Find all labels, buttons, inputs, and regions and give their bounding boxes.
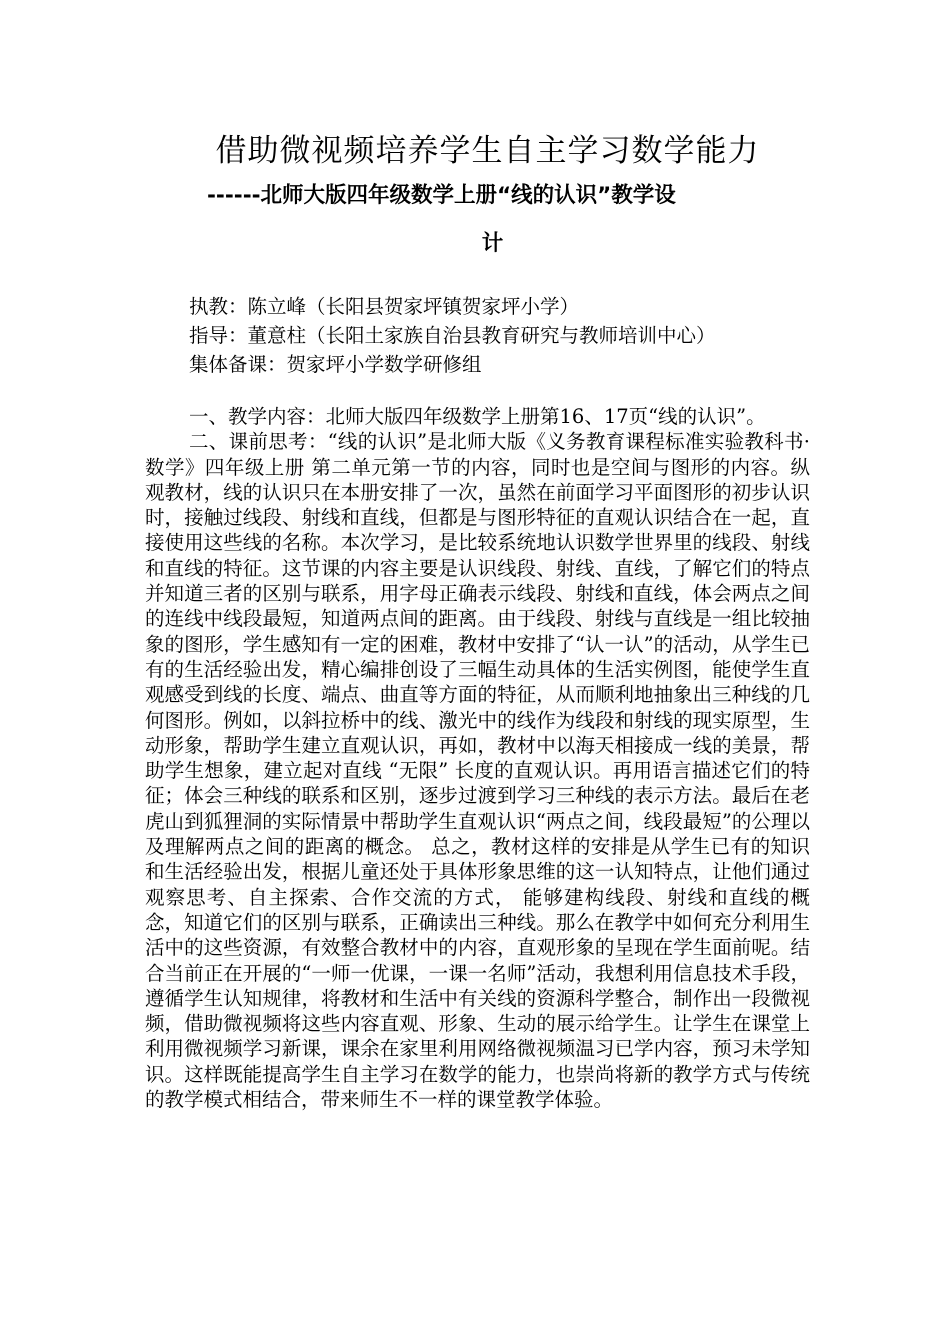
section-pre-class-thinking: 二、课前思考：“线的认识”是北师大版《义务教育课程标准实验教科书·数学》四年级上册 第二单元第一节的内容，同时也是空间与图形的内容。纵观教材，线的认识只在本册安排了一次，虽然在前面学习平面图形的初步认识时，接触过线段、射线和直线，但都是与图形特征的直观认识结合在一起，直接使用这些线的名称。本次学习，是比较系统地认识数学世界里的线段、射线和直线的特征。这节课的内容主要是认识线段、射线、直线，了解它们的特点并知道三者的区别与联系，用字母正确表示线段、射线和直线，体会两点之间的连线中线段最短，知道两点间的距离。由于线段、射线与直线是一组比较抽象的图形，学生感知有一定的困难，教材中安排了“认一认”的活动，从学生已有的生活经验出发，精心编排创设了三幅生动具体的生活实例图，能使学生直观感受到线的长度、端点、曲直等方面的特征，从而顺利地抽象出三种线的几何图形。例如，以斜拉桥中的线、激光中的线作为线段和射线的现实原型，生动形象，帮助学生建立直观认识，再如，教材中以海天相接成一线的美景，帮助学生想象，建立起对直线 “无限” 长度的直观认识。再用语言描述它们的特征；体会三种线的联系和区别，逐步过渡到学习三种线的表示方法。最后在老虎山到狐狸洞的实际情景中帮助学生直观认识“两点之间，线段最短”的公理以及理解两点之间的距离的概念。 总之，教材这样的安排是从学生已有的知识和生活经验出发，根据儿童还处于具体形象思维的这一认知特点，让他们通过观察思考、自主探索、合作交流的方式， 能够建构线段、射线和直线的概念，知道它们的区别与联系，正确读出三种线。那么在教学中如何充分利用生活中的这些资源，有效整合教材中的内容，直观形象的呈现在学生面前呢。结合当前正在开展的“一师一优课，一课一名师”活动，我想利用信息技术手段，遵循学生认知规律，将教材和生活中有关线的资源科学整合，制作出一段微视频，借助微视频将这些内容直观、形象、生动的展示给学生。让学生在课堂上利用微视频学习新课，课余在家里利用网络微视频温习已学内容，预习未学知识。这样既能提高学生自主学习在数学的能力，也崇尚将新的教学方式与传统的教学模式相结合，带来师生不一样的课堂教学体验。 <box>145 430 810 1112</box>
group-line: 集体备课：贺家坪小学数学研修组 <box>189 353 482 376</box>
document-subtitle-continuation: 计 <box>481 231 504 256</box>
author-info <box>145 292 810 379</box>
document-page <box>145 128 810 1112</box>
teacher-line: 执教：陈立峰（长阳县贺家坪镇贺家坪小学） <box>189 295 580 318</box>
document-title: 借助微视频培养学生自主学习数学能力 <box>215 133 760 169</box>
document-subtitle: ------北师大版四年级数学上册“线的认识”教学设 <box>207 183 676 208</box>
section-teaching-content: 一、教学内容：北师大版四年级数学上册第16、17页“线的认识”。 <box>189 405 766 428</box>
advisor-line: 指导：董意柱（长阳土家族自治县教育研究与教师培训中心） <box>189 324 716 347</box>
document-body <box>145 404 810 1112</box>
